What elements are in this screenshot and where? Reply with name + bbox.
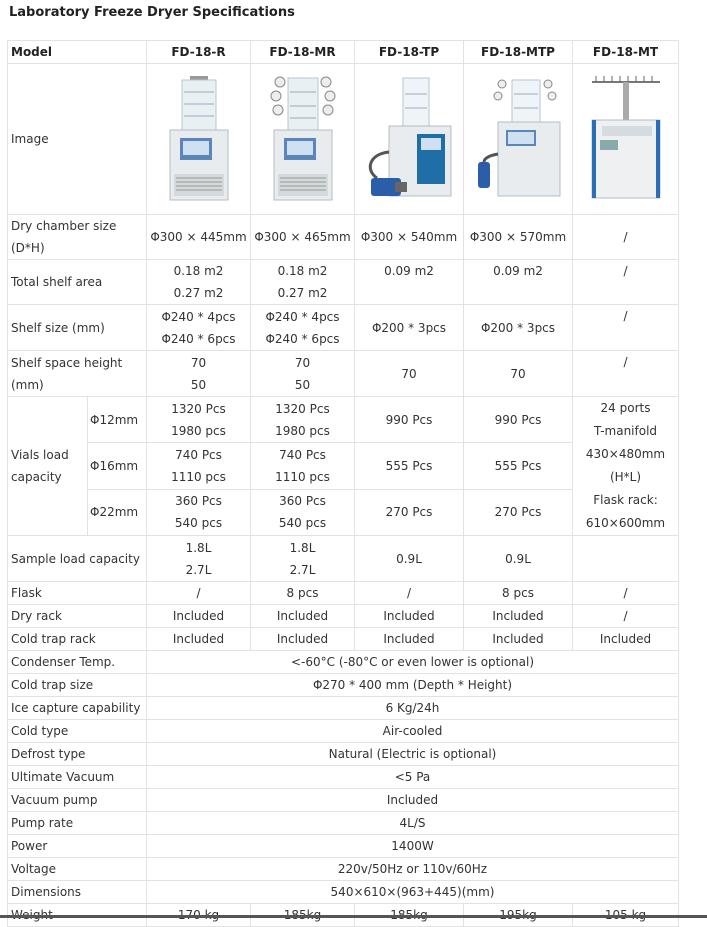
shared-label: Dimensions	[8, 881, 147, 904]
product-image-fd-18-mr	[251, 64, 355, 215]
cell: Φ240 * 4pcs Φ240 * 6pcs	[251, 305, 355, 351]
flask-label: Flask	[8, 582, 147, 605]
row-dimensions	[8, 881, 679, 904]
shared-value: 6 Kg/24h	[147, 697, 679, 720]
cold-trap-rack-label: Cold trap rack	[8, 628, 147, 651]
cell: /	[573, 215, 679, 260]
model-fd-18-tp: FD-18-TP	[355, 41, 464, 64]
specifications-table	[7, 40, 679, 927]
shared-label: Condenser Temp.	[8, 651, 147, 674]
row-vials-12mm	[8, 397, 679, 443]
row-cold-trap-size	[8, 674, 679, 697]
row-sample-load	[8, 536, 679, 582]
cell: 740 Pcs 1110 pcs	[147, 443, 251, 489]
row-flask	[8, 582, 679, 605]
cell: Included	[251, 605, 355, 628]
model-fd-18-r: FD-18-R	[147, 41, 251, 64]
model-fd-18-mt: FD-18-MT	[573, 41, 679, 64]
product-image-fd-18-mt	[573, 64, 679, 215]
row-power	[8, 835, 679, 858]
cell: 990 Pcs	[464, 397, 573, 443]
page-title: Laboratory Freeze Dryer Specifications	[9, 5, 295, 20]
cell: 0.9L	[355, 536, 464, 582]
shared-value: 4L/S	[147, 812, 679, 835]
row-ultimate-vacuum	[8, 766, 679, 789]
cell: Included	[251, 628, 355, 651]
cell: /	[355, 582, 464, 605]
cell: /	[573, 351, 679, 397]
row-dry-chamber	[8, 215, 679, 260]
cell: Included	[147, 628, 251, 651]
shared-label: Pump rate	[8, 812, 147, 835]
sample-load-label: Sample load capacity	[8, 536, 147, 582]
row-cold-type	[8, 720, 679, 743]
shared-value: Natural (Electric is optional)	[147, 743, 679, 766]
image-row	[8, 64, 679, 215]
cell: 360 Pcs 540 pcs	[147, 489, 251, 535]
cell: 0.9L	[464, 536, 573, 582]
cell: 555 Pcs	[464, 443, 573, 489]
vials-load-label: Vials load capacity	[8, 397, 88, 536]
cell: /	[573, 305, 679, 351]
mt-vials-cell: 24 ports T-manifold 430×480mm (H*L) Flask rack: 610×600mm	[573, 397, 679, 536]
cell: Φ200 * 3pcs	[464, 305, 573, 351]
model-fd-18-mr: FD-18-MR	[251, 41, 355, 64]
shared-label: Power	[8, 835, 147, 858]
cell: 1.8L 2.7L	[251, 536, 355, 582]
cell: 0.18 m2 0.27 m2	[147, 260, 251, 305]
cell: /	[573, 582, 679, 605]
bottom-divider	[0, 915, 707, 918]
cell: Φ300 × 465mm	[251, 215, 355, 260]
shared-label: Cold type	[8, 720, 147, 743]
shared-label: Voltage	[8, 858, 147, 881]
shared-label: Defrost type	[8, 743, 147, 766]
shared-value: 540×610×(963+445)(mm)	[147, 881, 679, 904]
cell: Included	[573, 628, 679, 651]
cell: 0.18 m2 0.27 m2	[251, 260, 355, 305]
cell: Φ300 × 570mm	[464, 215, 573, 260]
cell: Φ300 × 540mm	[355, 215, 464, 260]
shelf-space-label: Shelf space height (mm)	[8, 351, 147, 397]
freeze-dryer-mtp-icon	[468, 74, 568, 204]
cell: 1320 Pcs 1980 pcs	[147, 397, 251, 443]
shared-value: 220v/50Hz or 110v/60Hz	[147, 858, 679, 881]
dry-chamber-label: Dry chamber size (D*H)	[8, 215, 147, 260]
cell: 555 Pcs	[355, 443, 464, 489]
row-pump-rate	[8, 812, 679, 835]
row-ice-capture	[8, 697, 679, 720]
shared-value: <-60°C (-80°C or even lower is optional)	[147, 651, 679, 674]
model-fd-18-mtp: FD-18-MTP	[464, 41, 573, 64]
cell: 70 50	[251, 351, 355, 397]
vial-size-16: Φ16mm	[88, 443, 147, 489]
shared-value: Φ270 * 400 mm (Depth * Height)	[147, 674, 679, 697]
cell	[573, 536, 679, 582]
cell: 0.09 m2	[355, 260, 464, 305]
cell: 0.09 m2	[464, 260, 573, 305]
cell: 70	[355, 351, 464, 397]
row-voltage	[8, 858, 679, 881]
image-row-label: Image	[8, 64, 147, 215]
dry-rack-label: Dry rack	[8, 605, 147, 628]
row-shelf-size	[8, 305, 679, 351]
freeze-dryer-mr-icon	[268, 74, 338, 204]
row-dry-rack	[8, 605, 679, 628]
product-image-fd-18-mtp	[464, 64, 573, 215]
cell: 270 Pcs	[355, 489, 464, 535]
cell: /	[573, 260, 679, 305]
cell: Included	[147, 605, 251, 628]
cell: Included	[464, 628, 573, 651]
shared-label: Ice capture capability	[8, 697, 147, 720]
freeze-dryer-tp-icon	[359, 74, 459, 204]
shelf-size-label: Shelf size (mm)	[8, 305, 147, 351]
model-header: Model	[8, 41, 147, 64]
freeze-dryer-r-icon	[164, 74, 234, 204]
shared-label: Cold trap size	[8, 674, 147, 697]
cell: Included	[355, 605, 464, 628]
shared-value: Air-cooled	[147, 720, 679, 743]
total-shelf-area-label: Total shelf area	[8, 260, 147, 305]
product-image-fd-18-tp	[355, 64, 464, 215]
cell: 360 Pcs 540 pcs	[251, 489, 355, 535]
row-condenser-temp	[8, 651, 679, 674]
cell: Φ200 * 3pcs	[355, 305, 464, 351]
row-shelf-space-height	[8, 351, 679, 397]
cell: 1320 Pcs 1980 pcs	[251, 397, 355, 443]
cell: Φ240 * 4pcs Φ240 * 6pcs	[147, 305, 251, 351]
cell: 1.8L 2.7L	[147, 536, 251, 582]
cell: 8 pcs	[464, 582, 573, 605]
cell: 990 Pcs	[355, 397, 464, 443]
shared-label: Ultimate Vacuum	[8, 766, 147, 789]
cell: /	[147, 582, 251, 605]
vial-size-22: Φ22mm	[88, 489, 147, 535]
cell: 70	[464, 351, 573, 397]
row-cold-trap-rack	[8, 628, 679, 651]
row-total-shelf-area	[8, 260, 679, 305]
product-image-fd-18-r	[147, 64, 251, 215]
cell: 70 50	[147, 351, 251, 397]
cell: 270 Pcs	[464, 489, 573, 535]
header-row	[8, 41, 679, 64]
cell: 740 Pcs 1110 pcs	[251, 443, 355, 489]
shared-value: 1400W	[147, 835, 679, 858]
freeze-dryer-mt-icon	[586, 74, 666, 204]
vial-size-12: Φ12mm	[88, 397, 147, 443]
cell: 8 pcs	[251, 582, 355, 605]
shared-value: <5 Pa	[147, 766, 679, 789]
row-defrost-type	[8, 743, 679, 766]
row-vacuum-pump	[8, 789, 679, 812]
cell: Included	[464, 605, 573, 628]
shared-label: Vacuum pump	[8, 789, 147, 812]
cell: Φ300 × 445mm	[147, 215, 251, 260]
cell: /	[573, 605, 679, 628]
cell: Included	[355, 628, 464, 651]
shared-value: Included	[147, 789, 679, 812]
